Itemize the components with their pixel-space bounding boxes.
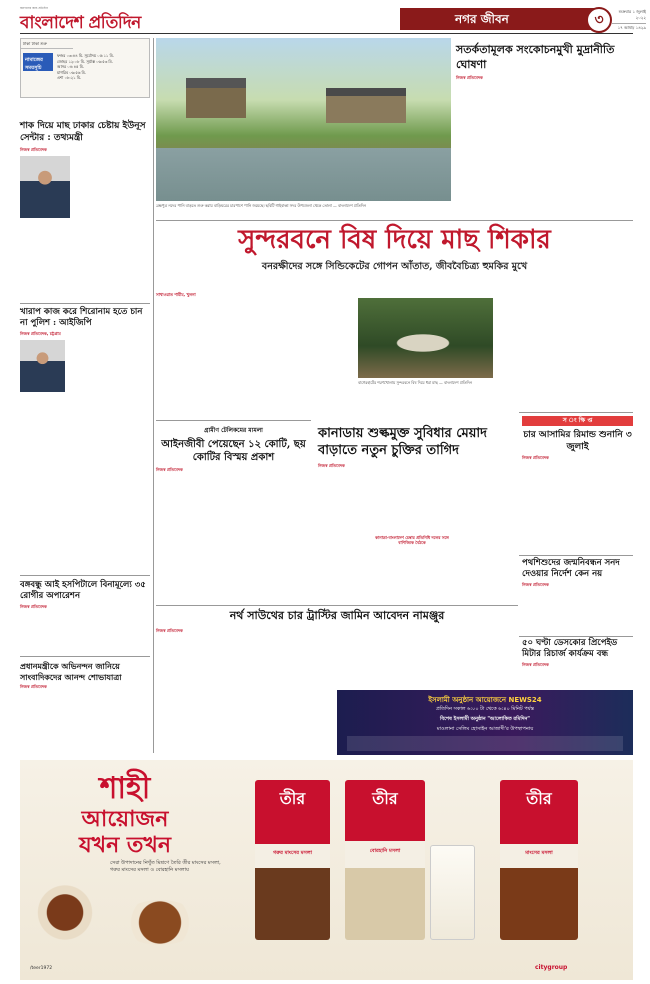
- article-kharap[interactable]: [20, 307, 150, 566]
- citygroup-logo[interactable]: citygroup: [535, 964, 568, 971]
- article-headline[interactable]: চার আসামির রিমান্ড শুনানি ৩ জুলাই: [523, 430, 632, 452]
- date-gregorian: শুক্রবার ১ জুলাই ২০২২: [618, 9, 646, 20]
- news24-line1: ইসলামী অনুষ্ঠান আয়োজনে NEWS24: [428, 696, 542, 704]
- prayer-times-box: [20, 38, 150, 98]
- article-headline[interactable]: বঙ্গবন্ধু আই হসপিটালে বিনামূল্যে ৩৫ রোগীর অপারেশন: [20, 580, 146, 601]
- article-shak[interactable]: [20, 120, 150, 315]
- news24-line4: মাওলানা সেলিম হোসাইন আজাদী'র উপস্থাপনায়: [436, 726, 534, 732]
- article-kicker: গ্রামীণ টেলিকমের মামলা: [204, 427, 263, 434]
- section-name: নগর জীবন: [455, 12, 509, 26]
- article-byline: নিজস্ব প্রতিবেদক: [156, 628, 183, 633]
- tir-pack-label: তীর: [526, 789, 552, 808]
- tir-social-handle[interactable]: /teer1972: [30, 966, 53, 971]
- article-headline[interactable]: পথশিশুদের জন্মনিবন্ধন সনদ দেওয়ার নির্দেশ কেন নয়: [522, 558, 620, 579]
- curry-bowl-image: [30, 885, 100, 940]
- logo-tagline: জনগণের জন্য প্রতিদিন: [20, 6, 48, 10]
- date-line: [612, 9, 646, 31]
- tir-pack-name: মাংসের মসলা: [525, 850, 553, 856]
- article-byline: নিজস্ব প্রতিবেদক: [522, 455, 549, 460]
- article-meter[interactable]: [522, 638, 633, 696]
- prayer-box-title: ঢাকা ঢাকা শুরু: [21, 39, 73, 49]
- article-headline[interactable]: শাক দিয়ে মাছ ঢাকার চেষ্টায় ইউনূস সেন্টার : তথ্যমন্ত্রী: [20, 121, 146, 143]
- flood-photo-caption: ব্রহ্মপুত্র নদের পানি বাড়তে শুরু করায় বাড়িঘরের চারপাশে পানি জমেছে। ছবিটি গাইবান্ধা সদর উপজেলা থেকে তোলা — বাংলাদেশ প্রতিদিন: [156, 203, 366, 208]
- article-canada[interactable]: [318, 425, 518, 607]
- page-number: ৩: [586, 7, 612, 33]
- article-byline: নিজস্ব প্রতিবেদক: [522, 662, 549, 667]
- flood-photo: [156, 38, 451, 201]
- article-byline: নিজস্ব প্রতিবেদক: [20, 604, 47, 609]
- fish-photo: [358, 298, 493, 378]
- igp-photo: [20, 340, 65, 392]
- article-nortsouth[interactable]: [156, 609, 518, 623]
- minister-photo: [20, 156, 70, 218]
- article-headline[interactable]: কানাডায় শুল্কমুক্ত সুবিধার মেয়াদ বাড়াতে নতুন চুক্তির তাগিদ: [318, 426, 487, 458]
- article-pm[interactable]: [20, 661, 150, 761]
- prayer-row: জোহর ১২:০৮ মি. সূর্যাস্ত ০৬:৫৩ মি.: [57, 58, 113, 64]
- section-header-bar: [400, 8, 596, 30]
- tir-pack-label: তীর: [279, 789, 306, 808]
- article-byline: নিজস্ব প্রতিবেদক: [456, 75, 483, 80]
- article-byline: নিজস্ব প্রতিবেদক: [20, 147, 47, 152]
- article-headline[interactable]: সুন্দরবনে বিষ দিয়ে মাছ শিকার: [238, 225, 551, 255]
- article-byline: নিজস্ব প্রতিবেদক: [522, 582, 549, 587]
- article-byline: নিজস্ব প্রতিবেদক: [156, 467, 183, 472]
- curry-bowl-image: [120, 900, 200, 945]
- article-sundarban-header[interactable]: [156, 224, 633, 284]
- tir-pack-borhani: [345, 780, 425, 940]
- tir-slogan-3: যখন তখন: [79, 832, 171, 858]
- tir-pack-beef-masala: [255, 780, 330, 940]
- news24-line2: প্রতিদিন সকাল ৬:০০ টা থেকে ৬:৪০ মিনিট পর্যন্ত: [436, 706, 534, 712]
- article-byline: নিজস্ব প্রতিবেদক: [20, 684, 47, 689]
- tir-slogan-2: আয়োজন: [81, 806, 169, 832]
- prayer-row: আসর ০৪:৪৫ মি.: [57, 64, 84, 69]
- news24-line3: বিশেষ ইসলামী অনুষ্ঠান "আলোকিত রমিদিন": [439, 716, 531, 722]
- article-byline: সাখাওয়াত শামীম, খুলনা: [156, 292, 196, 297]
- article-charamar[interactable]: [522, 416, 633, 549]
- borhani-glass-image: [430, 845, 475, 940]
- tir-pack-meat-masala: [500, 780, 578, 940]
- article-pothoshishu[interactable]: [522, 558, 633, 646]
- prayer-times-list: [57, 53, 149, 81]
- newspaper-logo[interactable]: বাংলাদেশ প্রতিদিন: [20, 13, 141, 33]
- date-bangla: ১৭ আষাঢ় ১৪২৯: [612, 23, 646, 31]
- article-byline: নিজস্ব প্রতিবেদক, চট্টগ্রাম: [20, 331, 61, 336]
- article-nortsouth-body: [156, 628, 334, 757]
- article-bangabandhu[interactable]: [20, 580, 150, 661]
- fish-photo-caption: বাগেরহাটের শরণখোলায় সুন্দরবনে বিষ দিয়ে ধরা মাছ — বাংলাদেশ প্রতিদিন: [358, 380, 472, 385]
- article-shortarkotamulok[interactable]: [456, 42, 633, 234]
- article-headline[interactable]: খারাপ কাজ করে শিরোনাম হতে চান না পুলিশ : আইজিপি: [20, 307, 143, 328]
- article-grameen[interactable]: [156, 425, 311, 586]
- tir-pack-name: বোরহানি মসলা: [369, 848, 401, 854]
- article-headline[interactable]: আইনজীবী পেয়েছেন ১২ কোটি, ছয় কোটির বিস্ময় প্রকাশ: [161, 439, 306, 463]
- prayer-label: নামাজের সময়সূচি: [23, 53, 53, 71]
- tir-tagline: সেরা উপাদানের নিখুঁত মিশ্রণে তৈরি তীর মাংসের মসলা, গরুর মাংসের মসলা ও বোরহানি মসলায়: [110, 860, 221, 873]
- tir-slogan-1: শাহী: [99, 771, 151, 806]
- prayer-row: মাগরিব ০৬:৫৬ মি.: [57, 69, 86, 75]
- article-headline[interactable]: সতর্কতামূলক সংকোচনমুখী মুদ্রানীতি ঘোষণা: [456, 43, 615, 71]
- news24-ad[interactable]: [337, 690, 633, 755]
- article-headline[interactable]: ৫০ ঘণ্টা ডেসকোর প্রিপেইড মিটার রিচার্জ কার্যক্রম বন্ধ: [522, 638, 618, 659]
- article-byline: নিজস্ব প্রতিবেদক: [318, 463, 345, 468]
- prayer-row: এশা ০৮:২১ মি.: [57, 75, 82, 80]
- canada-pullquote: কানাডা-বাংলাদেশ চেম্বার প্রতিনিধি দলের সঙ্গে বাণিজ্যিক বৈঠকে: [375, 535, 449, 545]
- tir-ad[interactable]: [20, 760, 633, 980]
- news24-footer-band: [347, 736, 623, 751]
- article-subheadline: বনরক্ষীদের সঙ্গে সিন্ডিকেটের গোপন আঁতাত, জীববৈচিত্র্য হুমকির মুখে: [261, 261, 528, 272]
- tir-pack-name: গরুর মাংসের মসলা: [272, 850, 313, 856]
- article-headline[interactable]: নর্থ সাউথের চার ট্রাস্টির জামিন আবেদন নামঞ্জুর: [229, 609, 445, 622]
- prayer-row: ফজর ০৩:৪৪ মি. সূর্যোদয় ০৫:১১ মি.: [57, 53, 114, 58]
- briefs-kicker: স ং ক্ষি প্ত: [522, 416, 633, 426]
- tir-pack-label: তীর: [372, 789, 398, 808]
- article-headline[interactable]: প্রধানমন্ত্রীকে অভিনন্দন জানিয়ে সাংবাদিকদের আনন্দ শোভাযাত্রা: [20, 661, 122, 682]
